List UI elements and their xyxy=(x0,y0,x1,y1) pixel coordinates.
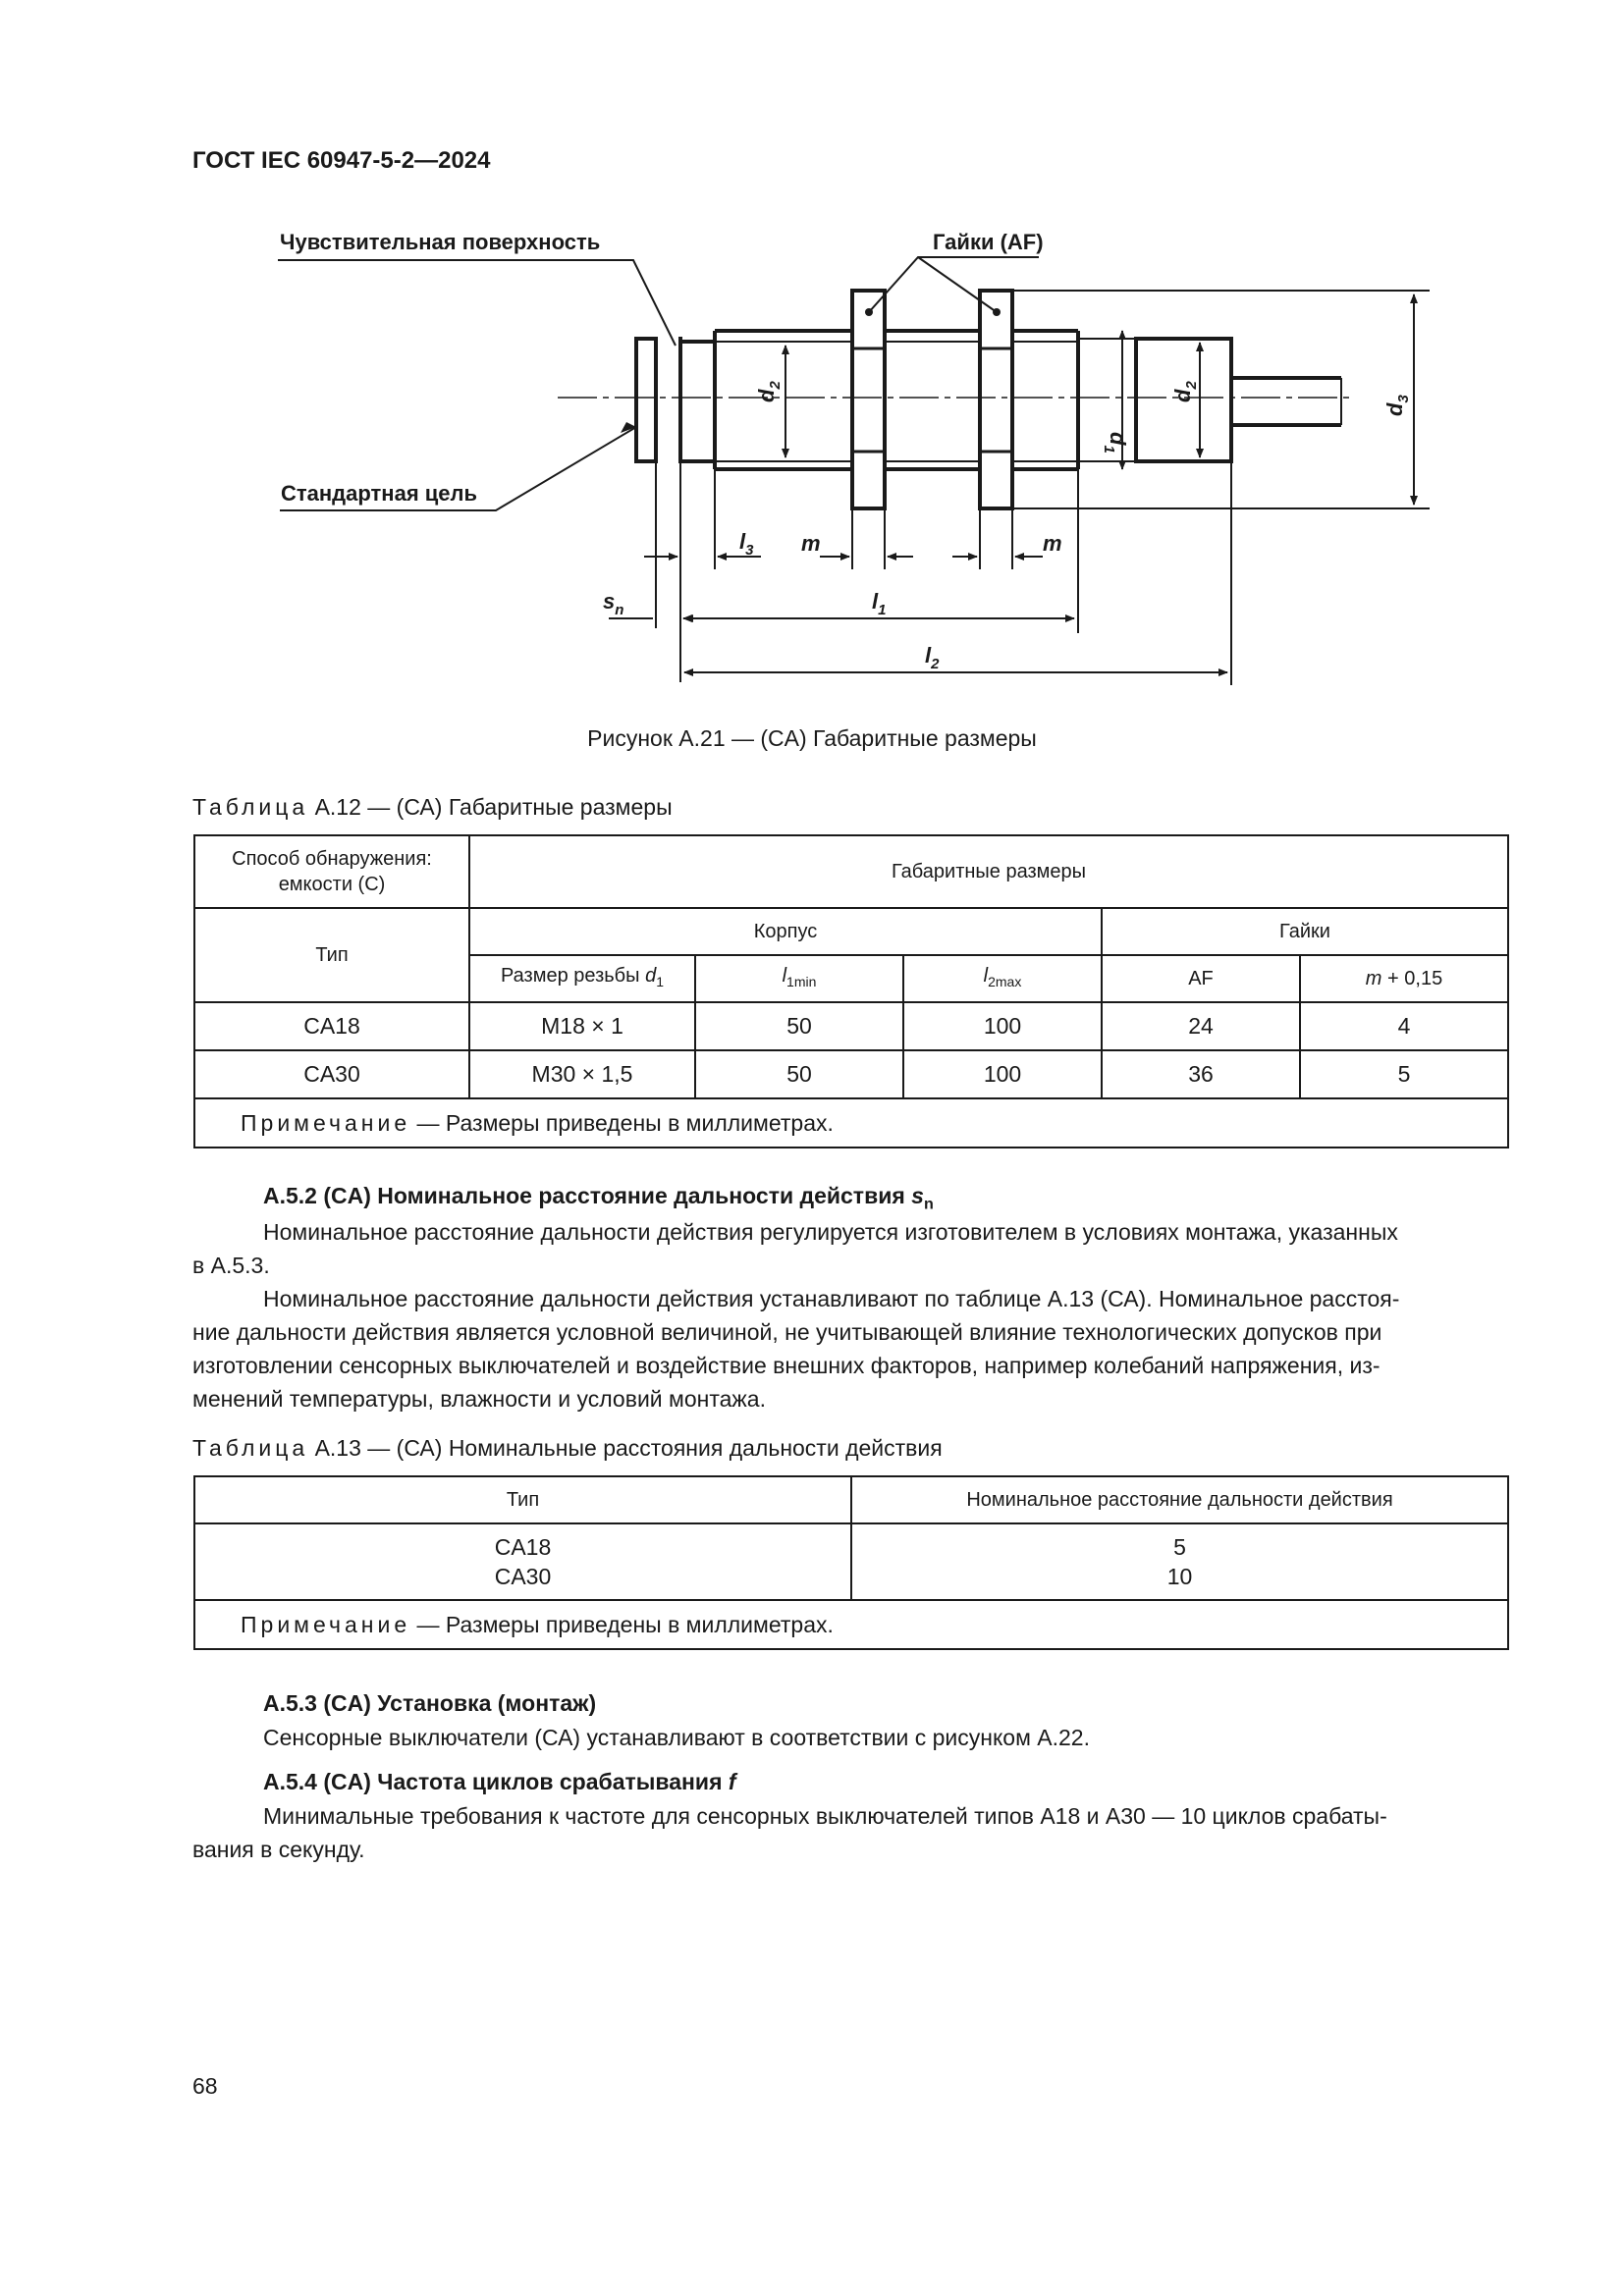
label-standard-target: Стандартная цель xyxy=(281,481,478,506)
table-a13-title: Таблица А.13 — (СА) Номинальные расстояния дальности действия xyxy=(192,1435,943,1461)
section-a52-para1: Номинальное расстояние дальности действия регулируется изготовителем в условиях монтажа, указанных в А.5.3. xyxy=(192,1219,1398,1278)
table-a12-title: Таблица А.12 — (СА) Габаритные размеры xyxy=(192,794,673,820)
section-a53-para: Сенсорные выключатели (СА) устанавливают в соответствии с рисунком А.22. xyxy=(263,1725,1090,1750)
header-body: Корпус xyxy=(469,908,1102,955)
page-number: 68 xyxy=(192,2073,218,2099)
sensor-body xyxy=(680,342,715,461)
dim-sn: $s_n$ xyxy=(603,589,624,618)
nut-1 xyxy=(852,291,885,508)
header-thread-size: Размер резьбы $d_1$ xyxy=(469,955,695,1002)
header-dimensions: Габаритные размеры xyxy=(469,835,1508,908)
dim-d1: $d_1$ xyxy=(1101,432,1130,454)
cell-type: CA30 xyxy=(194,1050,469,1098)
cell-af: 36 xyxy=(1102,1050,1300,1098)
dimension-drawing xyxy=(0,0,1624,726)
table-row xyxy=(194,1050,1508,1098)
cell-types: CA18 CA30 xyxy=(194,1523,851,1600)
cell-l2: 100 xyxy=(903,1002,1102,1050)
dim-d2-rear: $d_2$ xyxy=(1170,381,1200,402)
header-nuts: Гайки xyxy=(1102,908,1508,955)
header-nominal-distance: Номинальное расстояние дальности действия xyxy=(851,1476,1508,1523)
table-a12 xyxy=(193,834,1509,1148)
figure-caption: Рисунок А.21 — (CA) Габаритные размеры xyxy=(587,725,1037,751)
cell-thread: M30 × 1,5 xyxy=(469,1050,695,1098)
cell-m: 5 xyxy=(1300,1050,1508,1098)
table-a13-note: Примечание — Размеры приведены в миллиметрах. xyxy=(194,1600,1508,1649)
header-type: Тип xyxy=(194,908,469,1002)
table-row xyxy=(194,1002,1508,1050)
nut-2 xyxy=(980,291,1012,508)
header-m: m + 0,15 xyxy=(1300,955,1508,1002)
section-a53-heading: А.5.3 (CA) Установка (монтаж) xyxy=(263,1690,597,1716)
dim-l3: $l_3$ xyxy=(739,529,754,559)
dim-m-1: m xyxy=(801,531,821,556)
cell-type: CA18 xyxy=(194,1002,469,1050)
table-row xyxy=(194,1523,1508,1600)
document-header: ГОСТ IEC 60947-5-2—2024 xyxy=(192,147,491,174)
header-type: Тип xyxy=(194,1476,851,1523)
cell-af: 24 xyxy=(1102,1002,1300,1050)
cell-m: 4 xyxy=(1300,1002,1508,1050)
section-a54-heading: А.5.4 (CA) Частота циклов срабатывания f xyxy=(263,1769,736,1794)
label-nuts: Гайки (AF) xyxy=(933,230,1044,254)
section-a52-para2: Номинальное расстояние дальности действия устанавливают по таблице А.13 (СА). Номинальное расстоя- ние дальности действия является условной величиной, не учитывающей влияние технологических допусков при изготовлении сенсорных выключателей и воздействие внешних факторов, например колебаний напряжения, из- менений температуры, влажности и условий монтажа. xyxy=(192,1286,1400,1412)
dim-l2: $l_2$ xyxy=(925,643,940,672)
dim-d3: $d_3$ xyxy=(1382,395,1412,416)
leader-sensing-surface xyxy=(278,260,676,346)
label-sensing-surface: Чувствительная поверхность xyxy=(280,230,601,254)
header-l2max: $l_{2max}$ xyxy=(903,955,1102,1002)
dim-m-2: m xyxy=(1043,531,1062,556)
cell-l1: 50 xyxy=(695,1002,903,1050)
dim-l1: $l_1$ xyxy=(872,589,887,618)
section-a52-heading: А.5.2 (CA) Номинальное расстояние дальности действия $s_n$ xyxy=(263,1183,934,1213)
header-af: AF xyxy=(1102,955,1300,1002)
header-detection-method: Способ обнаружения: емкости (С) xyxy=(194,835,469,908)
cell-distances: 5 10 xyxy=(851,1523,1508,1600)
cell-thread: M18 × 1 xyxy=(469,1002,695,1050)
cell-l1: 50 xyxy=(695,1050,903,1098)
table-a12-note: Примечание — Размеры приведены в миллиметрах. xyxy=(194,1098,1508,1148)
cell-l2: 100 xyxy=(903,1050,1102,1098)
standard-target xyxy=(636,339,656,461)
dim-d2-front: $d_2$ xyxy=(754,381,784,402)
header-l1min: $l_{1min}$ xyxy=(695,955,903,1002)
section-a54-para: Минимальные требования к частоте для сенсорных выключателей типов А18 и А30 — 10 циклов срабаты- вания в секунду. xyxy=(192,1803,1387,1862)
table-a13 xyxy=(193,1475,1509,1650)
